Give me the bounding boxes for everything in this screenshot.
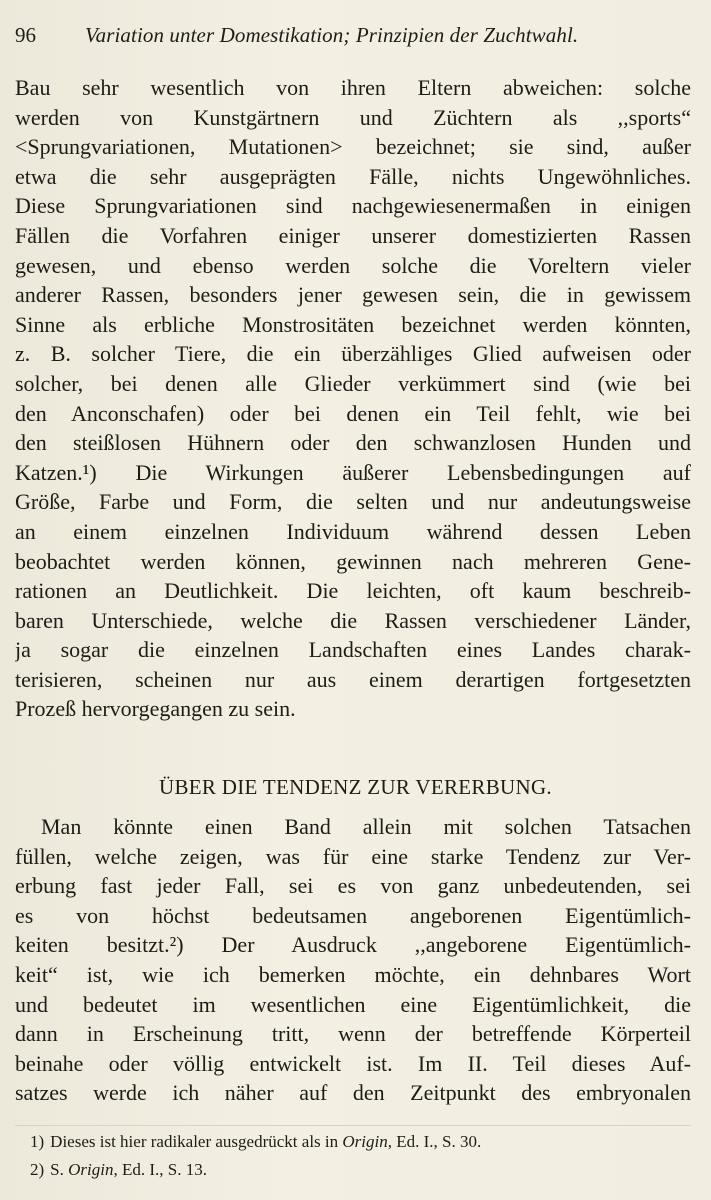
text-line: Prozeß hervorgegangen zu sein. [15, 696, 296, 722]
text-line: keiten besitzt.²) Der Ausdruck ,,angeborene Eigentümlich- [15, 932, 691, 958]
footnote-text: S. [50, 1160, 69, 1179]
text-line: erbung fast jeder Fall, sei es von ganz unbedeutenden, sei [15, 873, 691, 899]
footnote-text: Dieses ist hier radikaler ausgedrückt als in [50, 1132, 343, 1151]
footnote-text: , Ed. I., S. 30. [387, 1132, 482, 1151]
footnote-1 [30, 1128, 690, 1156]
text-line: den steißlosen Hühnern oder den schwanzlosen Hunden und [15, 430, 691, 456]
paragraph-vererbung [15, 812, 691, 1108]
footnotes [30, 1128, 690, 1184]
text-line: den Anconschafen) oder bei denen ein Teil fehlt, wie bei [15, 400, 691, 426]
text-line: dann in Erscheinung tritt, wenn der betreffende Körperteil [15, 1021, 691, 1047]
footnote-divider [15, 1125, 691, 1126]
text-line: beinahe oder völlig entwickelt ist. Im II. Teil dieses Auf- [15, 1050, 691, 1076]
text-line: Katzen.¹) Die Wirkungen äußerer Lebensbedingungen auf [15, 459, 691, 485]
text-line: terisieren, scheinen nur aus einem derartigen fortgesetzten [15, 666, 691, 692]
paragraph-continued [15, 73, 691, 724]
text-line: und bedeutet im wesentlichen eine Eigentümlichkeit, die [15, 991, 691, 1017]
footnote-2 [30, 1156, 690, 1184]
text-line: füllen, welche zeigen, was für eine starke Tendenz zur Ver- [15, 843, 691, 869]
text-line: rationen an Deutlichkeit. Die leichten, oft kaum beschreib- [15, 578, 691, 604]
footnote-italic: Origin [68, 1160, 114, 1179]
text-line: z. B. solcher Tiere, die ein überzähliges Glied aufweisen oder [15, 341, 691, 367]
text-line: keit“ ist, wie ich bemerken möchte, ein dehnbares Wort [15, 961, 691, 987]
footnote-italic: Origin [342, 1132, 388, 1151]
text-line: Man könnte einen Band allein mit solchen Tatsachen [41, 814, 691, 839]
footnote-text: , Ed. I., S. 13. [113, 1160, 207, 1179]
text-line: <Sprungvariationen, Mutationen> bezeichnet; sie sind, außer [15, 134, 691, 160]
text-line: etwa die sehr ausgeprägten Fälle, nichts Ungewöhnliches. [15, 163, 691, 189]
text-line: anderer Rassen, besonders jener gewesen sein, die in gewissem [15, 282, 691, 308]
section-heading: ÜBER DIE TENDENZ ZUR VERERBUNG. [159, 775, 552, 799]
text-line: an einem einzelnen Individuum während dessen Leben [15, 518, 691, 544]
text-line: Größe, Farbe und Form, die selten und nur andeutungsweise [15, 489, 691, 515]
text-line: Sinne als erbliche Monstrositäten bezeichnet werden könnten, [15, 311, 691, 337]
running-title: Variation unter Domestikation; Prinzipien der Zuchtwahl. [85, 23, 579, 47]
text-line: Diese Sprungvariationen sind nachgewiesenermaßen in einigen [15, 193, 691, 219]
text-line: baren Unterschiede, welche die Rassen verschiedener Länder, [15, 607, 691, 633]
text-line: beobachtet werden können, gewinnen nach mehreren Gene- [15, 548, 691, 574]
footnote-marker: 2) [30, 1160, 45, 1179]
text-line: solcher, bei denen alle Glieder verkümmert sind (wie bei [15, 370, 691, 396]
text-line: es von höchst bedeutsamen angeborenen Eigentümlich- [15, 902, 691, 928]
text-line: ja sogar die einzelnen Landschaften eines Landes charak- [15, 637, 691, 663]
text-line: gewesen, und ebenso werden solche die Voreltern vieler [15, 252, 691, 278]
text-line: Fällen die Vorfahren einiger unserer domestizierten Rassen [15, 222, 691, 248]
page-number: 96 [15, 23, 36, 47]
text-line: satzes werde ich näher auf den Zeitpunkt des embryonalen [15, 1080, 691, 1106]
text-line: werden von Kunstgärtnern und Züchtern als ,,sports“ [15, 104, 691, 130]
footnote-marker: 1) [30, 1132, 45, 1151]
running-head [15, 19, 695, 51]
text-line: Bau sehr wesentlich von ihren Eltern abweichen: solche [15, 75, 691, 100]
